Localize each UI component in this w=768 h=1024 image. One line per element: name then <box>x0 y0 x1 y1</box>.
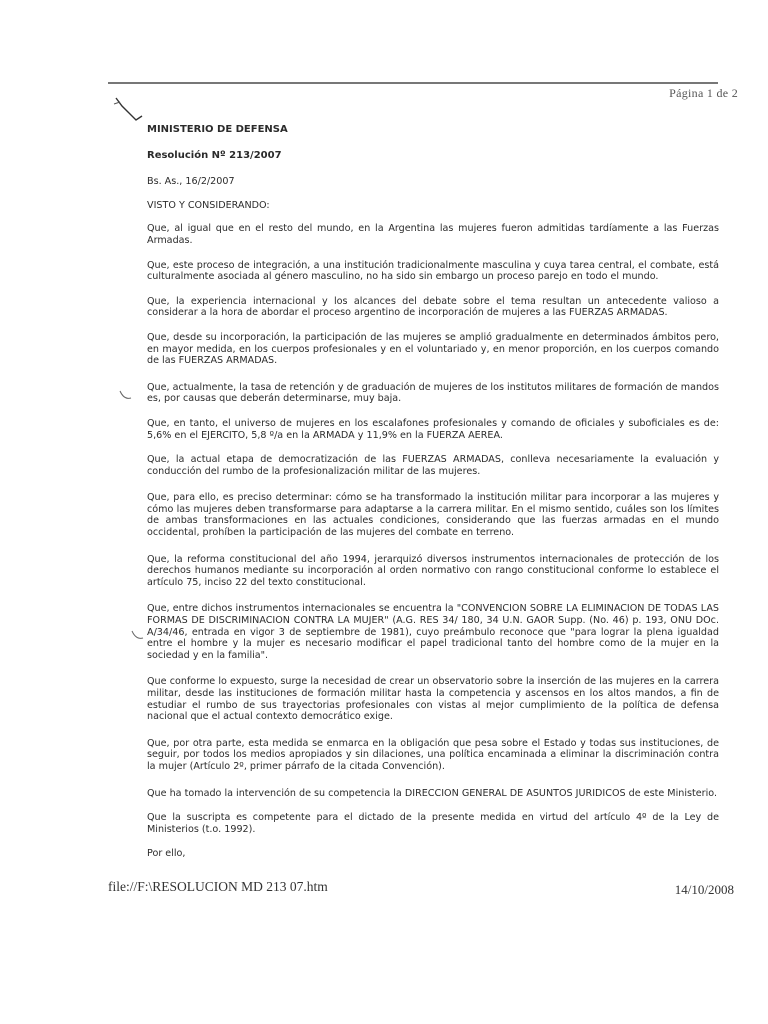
paragraph: Que ha tomado la intervención de su competencia la DIRECCION GENERAL DE ASUNTOS JURIDICOS de este Ministerio. <box>147 787 718 799</box>
paragraph: Que, la reforma constitucional del año 1994, jerarquizó diversos instrumentos internacionales de protección de los derechos humanos mediante su incorporación al orden normativo con rango constitucional conforme lo establece el artículo 75, inciso 22 del texto constitucional. <box>147 553 719 588</box>
paragraph: Que, por otra parte, esta medida se enmarca en la obligación que pesa sobre el Estado y todas sus instituciones, de seguir, por todos los medios apropiados y sin dilaciones, una política encaminada a eliminar la discriminación contra la mujer (Artículo 2º, primer párrafo de la citada Convención). <box>147 737 719 772</box>
paragraph: Que, la experiencia internacional y los alcances del debate sobre el tema resultan un antecedente valioso a considerar a la hora de abordar el proceso argentino de incorporación de mujeres a las FUERZAS ARMADAS. <box>147 295 719 319</box>
paragraph: Que, al igual que en el resto del mundo, en la Argentina las mujeres fueron admitidas tardíamente a las Fuerzas Armadas. <box>147 223 719 246</box>
page-indicator: Página 1 de 2 <box>669 86 738 100</box>
paragraph: Que, este proceso de integración, a una institución tradicionalmente masculina y cuya tarea central, el combate, está culturalmente asociada al género masculino, no ha sido sin embargo un proceso parejo en todo el mundo. <box>147 259 719 283</box>
resolution-number: Resolución Nº 213/2007 <box>147 149 282 161</box>
footer-file-path: file://F:\RESOLUCION MD 213 07.htm <box>108 879 328 894</box>
paragraph: Que, desde su incorporación, la participación de las mujeres se amplió gradualmente en determinados ámbitos pero, en mayor medida, en los cuerpos profesionales y en el voluntariado y, en menor proporción, en los cuerpos comando de las FUERZAS ARMADAS. <box>147 331 719 367</box>
document-date: Bs. As., 16/2/2007 <box>147 176 235 188</box>
scan-edge-line <box>108 82 718 84</box>
ministry-heading: MINISTERIO DE DEFENSA <box>147 124 288 135</box>
paragraph: Que, en tanto, el universo de mujeres en los escalafones profesionales y comando de oficiales y suboficiales es de: 5,6% en el EJERCITO, 5,8 º/a en la ARMADA y 11,9% en la FUERZA AEREA. <box>147 417 719 441</box>
staple-mark-icon <box>112 96 152 126</box>
paragraph: Que la suscripta es competente para el dictado de la presente medida en virtud del artículo 4º de la Ley de Ministerios (t.o. 1992). <box>147 812 719 835</box>
hole-punch-mark-icon <box>130 628 144 642</box>
paragraph: Que, para ello, es preciso determinar: cómo se ha transformado la institución militar para incorporar a las mujeres y cómo las mujeres deben transformarse para adaptarse a la carrera militar. En el mismo sentido, cuáles son los límites de ambas transformaciones en las actuales condiciones, considerando que las fuerzas armadas en el mundo occidental, prohíben la participación de las mujeres del combate en terreno. <box>147 492 719 539</box>
hole-punch-mark-icon <box>118 388 132 402</box>
document-body <box>147 124 719 873</box>
paragraph: Que, actualmente, la tasa de retención y de graduación de mujeres de los institutos militares de formación de mandos es, por causas que deberán determinarse, muy baja. <box>147 381 719 405</box>
footer-print-date: 14/10/2008 <box>674 882 734 897</box>
visto-heading: VISTO Y CONSIDERANDO: <box>147 199 270 211</box>
paragraph: Que conforme lo expuesto, surge la necesidad de crear un observatorio sobre la inserción de las mujeres en la carrera militar, desde las instituciones de formación militar hasta la competencia y ascensos en los altos mandos, a fin de estudiar el rumbo de sus trayectorias profesionales con vistas al mejor cumplimiento de la política de defensa nacional que el actual contexto democrático exige. <box>147 676 719 723</box>
paragraph: Que, entre dichos instrumentos internacionales se encuentra la "CONVENCION SOBRE LA ELIMINACION DE TODAS LAS FORMAS DE DISCRIMINACION CONTRA LA MUJER" (A.G. RES 34/ 180, 34 U.N. GAOR Supp. (No. 46) p. 193, ONU DOc. A/34/46, entrada en vigor 3 de septiembre de 1981), cuyo preámbulo reconoce que "para lograr la plena igualdad entre el hombre y la mujer es necesario modificar el papel tradicional tanto del hombre como de la mujer en la sociedad y en la familia". <box>147 603 719 661</box>
paragraph: Por ello, <box>147 848 186 860</box>
paragraph: Que, la actual etapa de democratización de las FUERZAS ARMADAS, conlleva necesariamente la evaluación y conducción del rumbo de la profesionalización militar de las mujeres. <box>147 454 719 477</box>
